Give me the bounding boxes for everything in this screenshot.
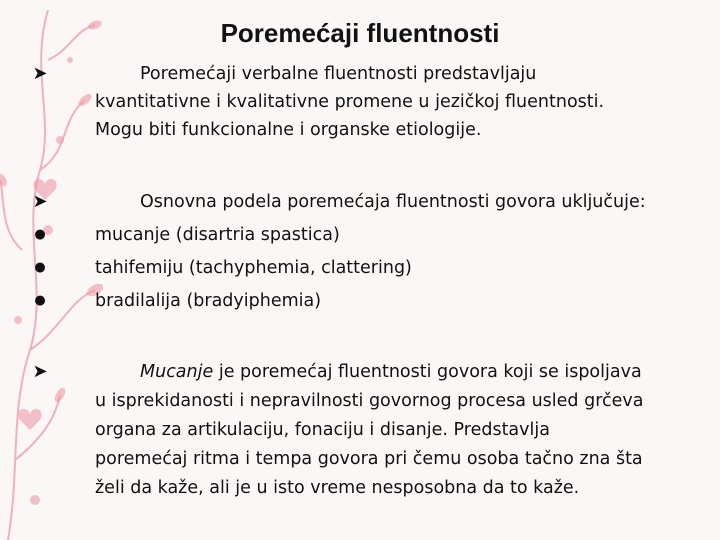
paragraph-3-line-3: organa za artikulaciju, fonaciju i disanje. Predstavlja xyxy=(95,420,550,440)
arrow-bullet-icon: ➤ xyxy=(32,361,48,382)
paragraph-1-line-2: kvantitativne i kvalitativne promene u jezičkoj fluentnosti. xyxy=(95,92,605,112)
paragraph-3-line-5: želi da kaže, ali je u isto vreme nesposobna da to kaže. xyxy=(95,478,580,498)
paragraph-3-line-2: u isprekidanosti i nepravilnosti govornog procesa usled grčeva xyxy=(95,391,644,411)
list-item-3: bradilalija (bradyiphemia) xyxy=(95,291,322,311)
list-item-1: mucanje (disartria spastica) xyxy=(95,225,340,245)
paragraph-1-line-3: Mogu biti funkcionalne i organske etiologije. xyxy=(95,120,482,140)
arrow-bullet-icon: ➤ xyxy=(32,63,48,84)
arrow-bullet-icon: ➤ xyxy=(32,191,48,212)
paragraph-3-line-1 xyxy=(140,358,642,386)
dot-bullet-icon: ● xyxy=(34,293,46,308)
paragraph-3-line-4: poremećaj ritma i tempa govora pri čemu osoba tačno zna šta xyxy=(95,449,643,469)
dot-bullet-icon: ● xyxy=(34,260,46,275)
dot-bullet-icon: ● xyxy=(34,227,46,242)
slide-title xyxy=(0,18,720,49)
paragraph-2-intro: Osnovna podela poremećaja fluentnosti govora uključuje: xyxy=(140,192,646,212)
term-mucanje: Mucanje xyxy=(140,362,214,382)
paragraph-1-line-1: Poremećaji verbalne fluentnosti predstavljaju xyxy=(140,64,537,84)
paragraph-3-line-1-rest: je poremećaj fluentnosti govora koji se ispoljava xyxy=(213,362,642,382)
slide-title-text: Poremećaji fluentnosti xyxy=(220,18,500,48)
list-item-2: tahifemiju (tachyphemia, clattering) xyxy=(95,258,412,278)
